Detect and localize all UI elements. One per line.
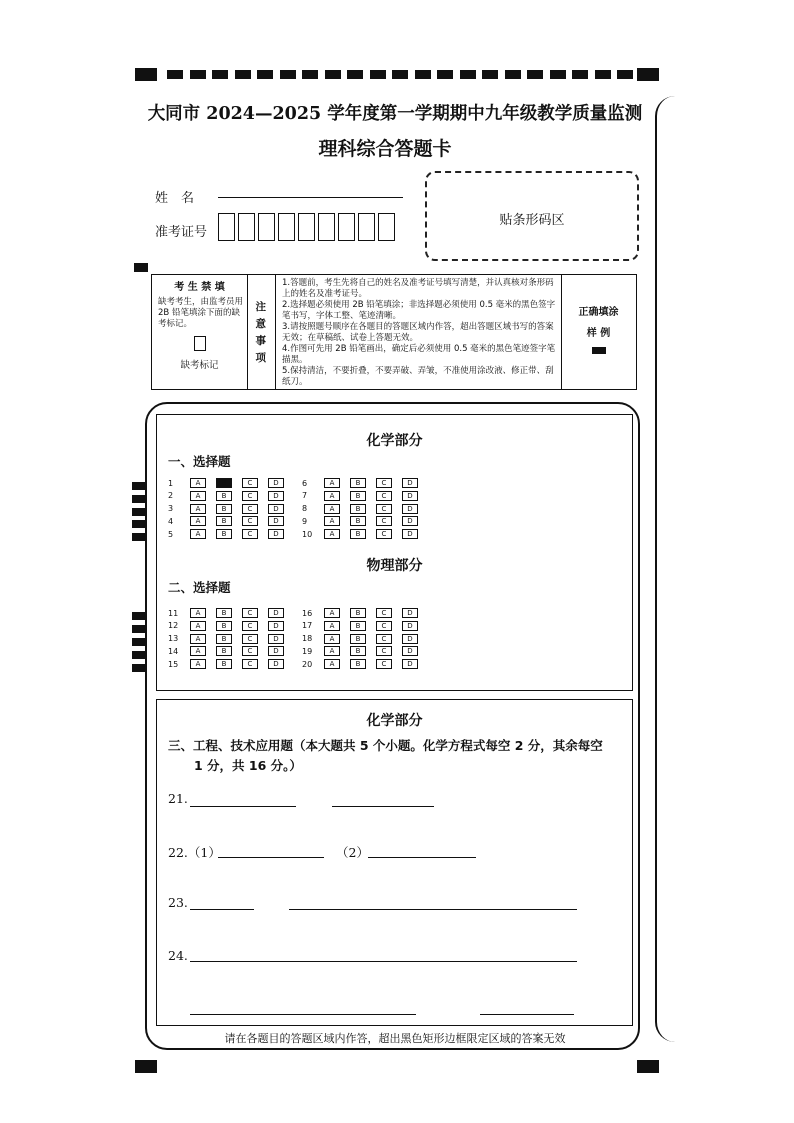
option-bubble-b[interactable]: B bbox=[216, 621, 232, 631]
sample-sub: 样 例 bbox=[586, 328, 611, 339]
option-bubble-c[interactable]: C bbox=[376, 529, 392, 539]
option-bubble-a[interactable]: A bbox=[190, 608, 206, 618]
timing-mark bbox=[302, 70, 318, 79]
side-timing-mark bbox=[132, 520, 147, 528]
option-bubble-a[interactable]: A bbox=[190, 491, 206, 501]
question-number: 11 bbox=[168, 608, 179, 618]
option-bubble-c[interactable]: C bbox=[242, 646, 258, 656]
option-bubble-b[interactable]: B bbox=[216, 516, 232, 526]
timing-mark bbox=[212, 70, 228, 79]
option-bubble-d[interactable]: D bbox=[268, 646, 284, 656]
option-bubble-b[interactable]: B bbox=[216, 608, 232, 618]
notes-cell bbox=[276, 275, 562, 389]
option-bubble-a[interactable]: A bbox=[324, 646, 340, 656]
option-bubble-d[interactable]: D bbox=[268, 634, 284, 644]
notice-table bbox=[151, 274, 637, 390]
option-bubble-a[interactable]: A bbox=[190, 529, 206, 539]
timing-mark bbox=[617, 70, 633, 79]
question-number: 9 bbox=[302, 516, 308, 526]
option-bubble-d[interactable]: D bbox=[402, 529, 418, 539]
timing-mark bbox=[437, 70, 453, 79]
sample-title: 正确填涂 bbox=[578, 307, 619, 318]
id-label: 准考证号 bbox=[155, 225, 208, 240]
option-bubble-a[interactable]: A bbox=[190, 516, 206, 526]
timing-mark bbox=[347, 70, 363, 79]
q24-label: 24. bbox=[168, 948, 188, 963]
q23-label: 23. bbox=[168, 895, 188, 910]
question-number: 4 bbox=[168, 516, 174, 526]
choice-row bbox=[168, 491, 294, 501]
chemistry-title-1: 化学部分 bbox=[366, 433, 423, 449]
option-bubble-c[interactable]: C bbox=[376, 608, 392, 618]
physics-title: 物理部分 bbox=[366, 558, 423, 574]
option-bubble-d[interactable]: D bbox=[402, 659, 418, 669]
option-bubble-a[interactable]: A bbox=[190, 504, 206, 514]
question-number: 12 bbox=[168, 621, 179, 631]
option-bubble-a[interactable]: A bbox=[324, 504, 340, 514]
question-number: 3 bbox=[168, 504, 174, 514]
question-number: 5 bbox=[168, 529, 174, 539]
q22-blank-2[interactable] bbox=[368, 857, 476, 858]
side-timing-mark bbox=[132, 612, 147, 620]
question-number: 10 bbox=[302, 529, 313, 539]
side-timing-mark bbox=[132, 664, 147, 672]
option-bubble-d[interactable]: D bbox=[268, 504, 284, 514]
exam-id-digit-box[interactable] bbox=[258, 213, 275, 241]
side-timing-mark bbox=[132, 651, 147, 659]
option-bubble-b[interactable]: B bbox=[350, 491, 366, 501]
absent-checkbox[interactable] bbox=[194, 336, 206, 351]
section3-head-line2: 1 分，共 16 分。） bbox=[194, 758, 302, 773]
option-bubble-b[interactable]: B bbox=[350, 634, 366, 644]
option-bubble-c[interactable]: C bbox=[376, 504, 392, 514]
choice-row bbox=[302, 646, 428, 656]
timing-mark bbox=[572, 70, 588, 79]
absent-title: 考 生 禁 填 bbox=[174, 282, 225, 293]
option-bubble-d[interactable]: D bbox=[402, 516, 418, 526]
question-number: 2 bbox=[168, 491, 174, 501]
absent-cell bbox=[152, 275, 248, 389]
option-bubble-a[interactable]: A bbox=[190, 478, 206, 488]
q21-label: 21. bbox=[168, 791, 188, 806]
corner-mark-top-right bbox=[637, 68, 659, 81]
q24-blank-2[interactable] bbox=[190, 1014, 416, 1015]
question-number: 18 bbox=[302, 634, 313, 644]
section1-head: 一、选择题 bbox=[168, 454, 231, 469]
note-item: 2.选择题必须使用 2B 铅笔填涂；非选择题必须使用 0.5 毫米的黑色签字笔书写，字体工整、笔迹清晰。 bbox=[282, 300, 556, 321]
side-timing-mark bbox=[132, 482, 147, 490]
timing-mark bbox=[460, 70, 476, 79]
option-bubble-d[interactable]: D bbox=[402, 491, 418, 501]
choice-row bbox=[168, 634, 294, 644]
question-number: 13 bbox=[168, 634, 179, 644]
option-bubble-c[interactable]: C bbox=[376, 478, 392, 488]
q23-blank-2[interactable] bbox=[289, 909, 577, 910]
corner-mark-top-left bbox=[135, 68, 157, 81]
option-bubble-c[interactable]: C bbox=[376, 516, 392, 526]
timing-mark bbox=[482, 70, 498, 79]
timing-mark bbox=[280, 70, 296, 79]
timing-mark bbox=[370, 70, 386, 79]
option-bubble-d[interactable]: D bbox=[268, 621, 284, 631]
option-bubble-d[interactable]: D bbox=[268, 608, 284, 618]
note-item: 1.答题前，考生先将自己的姓名及准考证号填写清楚，并认真核对条形码上的姓名及准考证号。 bbox=[282, 278, 554, 299]
option-bubble-c[interactable]: C bbox=[242, 478, 258, 488]
timing-mark bbox=[235, 70, 251, 79]
sample-cell bbox=[562, 275, 635, 389]
q21-blank-2[interactable] bbox=[332, 806, 434, 807]
question-number: 19 bbox=[302, 646, 313, 656]
question-number: 20 bbox=[302, 659, 313, 669]
note-item: 3.请按照题号顺序在各题目的答题区域内作答，超出答题区域书写的答案无效；在草稿纸、试卷上答题无效。 bbox=[282, 322, 554, 343]
question-number: 15 bbox=[168, 659, 179, 669]
timing-mark bbox=[190, 70, 206, 79]
q21-blank-1[interactable] bbox=[190, 806, 296, 807]
choice-row bbox=[302, 504, 428, 514]
option-bubble-c[interactable]: C bbox=[376, 659, 392, 669]
option-bubble-b[interactable]: B bbox=[350, 659, 366, 669]
notes-title-cell bbox=[248, 275, 276, 389]
note-item: 4.作图可先用 2B 铅笔画出，确定后必须使用 0.5 毫米的黑色笔迹签字笔描黑。 bbox=[282, 344, 556, 365]
question-number: 7 bbox=[302, 491, 308, 501]
option-bubble-a[interactable]: A bbox=[324, 478, 340, 488]
option-bubble-d[interactable]: D bbox=[268, 478, 284, 488]
chemistry-title-2: 化学部分 bbox=[366, 713, 423, 729]
option-bubble-c[interactable]: C bbox=[242, 634, 258, 644]
option-bubble-b[interactable]: B bbox=[216, 504, 232, 514]
option-bubble-a[interactable]: A bbox=[324, 608, 340, 618]
choice-row bbox=[302, 634, 428, 644]
option-bubble-a[interactable]: A bbox=[324, 491, 340, 501]
timing-mark bbox=[325, 70, 341, 79]
exam-id-digit-box[interactable] bbox=[278, 213, 295, 241]
q24-blank-1[interactable] bbox=[190, 961, 577, 962]
choice-row bbox=[302, 608, 428, 618]
question-number: 1 bbox=[168, 478, 174, 488]
option-bubble-b[interactable]: B bbox=[350, 504, 366, 514]
timing-mark bbox=[527, 70, 543, 79]
choice-row bbox=[302, 478, 428, 488]
exam-id-digit-box[interactable] bbox=[218, 213, 235, 241]
absent-text: 缺考考生，由监考员用 2B 铅笔填涂下面的缺考标记。 bbox=[158, 297, 244, 329]
side-timing-mark bbox=[132, 625, 147, 633]
option-bubble-b[interactable]: B bbox=[216, 659, 232, 669]
option-bubble-d[interactable]: D bbox=[268, 529, 284, 539]
option-bubble-d[interactable]: D bbox=[268, 659, 284, 669]
side-timing-mark bbox=[132, 638, 147, 646]
option-bubble-a[interactable]: A bbox=[190, 621, 206, 631]
side-timing-mark bbox=[132, 533, 147, 541]
section2-head: 二、选择题 bbox=[168, 580, 231, 595]
choice-row bbox=[168, 608, 294, 618]
name-field[interactable] bbox=[218, 197, 403, 198]
exam-id-digit-box[interactable] bbox=[298, 213, 315, 241]
option-bubble-b[interactable]: B bbox=[350, 608, 366, 618]
choice-row bbox=[168, 504, 294, 514]
option-bubble-c[interactable]: C bbox=[376, 646, 392, 656]
option-bubble-d[interactable]: D bbox=[402, 478, 418, 488]
choice-row bbox=[168, 646, 294, 656]
side-mark-notice bbox=[134, 263, 148, 272]
timing-mark bbox=[505, 70, 521, 79]
question-number: 17 bbox=[302, 621, 313, 631]
option-bubble-c[interactable]: C bbox=[376, 634, 392, 644]
option-bubble-d[interactable]: D bbox=[268, 491, 284, 501]
option-bubble-a[interactable]: A bbox=[190, 659, 206, 669]
name-label: 姓 名 bbox=[155, 191, 195, 206]
exam-id-digit-box[interactable] bbox=[238, 213, 255, 241]
choice-row bbox=[168, 516, 294, 526]
exam-id-digit-box[interactable] bbox=[318, 213, 335, 241]
option-bubble-a[interactable]: A bbox=[324, 634, 340, 644]
option-bubble-d[interactable]: D bbox=[402, 504, 418, 514]
q22-blank-1[interactable] bbox=[218, 857, 324, 858]
option-bubble-a[interactable]: A bbox=[190, 634, 206, 644]
option-bubble-b[interactable]: B bbox=[350, 516, 366, 526]
side-timing-mark bbox=[132, 495, 147, 503]
choice-row bbox=[302, 621, 428, 631]
binding-edge bbox=[655, 96, 697, 1042]
timing-mark bbox=[167, 70, 183, 79]
option-bubble-c[interactable]: C bbox=[242, 529, 258, 539]
exam-id-digit-box[interactable] bbox=[338, 213, 355, 241]
choice-row bbox=[168, 478, 294, 488]
timing-mark bbox=[550, 70, 566, 79]
footer-note: 请在各题目的答题区域内作答，超出黑色矩形边框限定区域的答案无效 bbox=[224, 1032, 566, 1045]
option-bubble-a[interactable]: A bbox=[324, 621, 340, 631]
section3-head-line1: 三、工程、技术应用题（本大题共 5 个小题。化学方程式每空 2 分，其余每空 bbox=[168, 738, 603, 753]
notes-title: 注意事项 bbox=[255, 301, 266, 364]
exam-id-digit-box[interactable] bbox=[378, 213, 395, 241]
option-bubble-c[interactable]: C bbox=[242, 659, 258, 669]
option-bubble-b[interactable]: B bbox=[216, 646, 232, 656]
choice-row bbox=[168, 659, 294, 669]
option-bubble-b[interactable]: B bbox=[216, 491, 232, 501]
choice-row bbox=[168, 529, 294, 539]
page-subtitle: 理科综合答题卡 bbox=[318, 138, 452, 160]
page-title: 大同市 2024—2025 学年度第一学期期中九年级教学质量监测 bbox=[147, 104, 643, 124]
option-bubble-c[interactable]: C bbox=[242, 491, 258, 501]
timing-mark bbox=[257, 70, 273, 79]
option-bubble-a[interactable]: A bbox=[324, 516, 340, 526]
question-number: 14 bbox=[168, 646, 179, 656]
q22-sub2-label: （2） bbox=[336, 845, 369, 860]
absent-mark-label: 缺考标记 bbox=[180, 360, 219, 371]
option-bubble-c[interactable]: C bbox=[376, 491, 392, 501]
option-bubble-a[interactable]: A bbox=[324, 529, 340, 539]
option-bubble-d[interactable]: D bbox=[402, 646, 418, 656]
timing-mark bbox=[415, 70, 431, 79]
option-bubble-c[interactable]: C bbox=[242, 504, 258, 514]
barcode-area bbox=[425, 171, 639, 261]
sample-filled-mark bbox=[592, 347, 606, 354]
option-bubble-c[interactable]: C bbox=[242, 621, 258, 631]
option-bubble-b[interactable]: B bbox=[216, 529, 232, 539]
exam-id-digit-box[interactable] bbox=[358, 213, 375, 241]
option-bubble-b[interactable]: B bbox=[350, 621, 366, 631]
option-bubble-b[interactable]: B bbox=[350, 646, 366, 656]
side-timing-mark bbox=[132, 508, 147, 516]
timing-mark bbox=[595, 70, 611, 79]
choice-row bbox=[168, 621, 294, 631]
note-item: 5.保持清洁，不要折叠，不要弄破、弄皱，不准使用涂改液、修正带、刮纸刀。 bbox=[282, 366, 554, 387]
q23-blank-1[interactable] bbox=[190, 909, 254, 910]
option-bubble-c[interactable]: C bbox=[242, 516, 258, 526]
option-bubble-c[interactable]: C bbox=[376, 621, 392, 631]
option-bubble-d[interactable]: D bbox=[402, 608, 418, 618]
question-number: 8 bbox=[302, 504, 308, 514]
timing-mark bbox=[392, 70, 408, 79]
choice-row bbox=[302, 529, 428, 539]
q24-blank-3[interactable] bbox=[480, 1014, 574, 1015]
choice-row bbox=[302, 491, 428, 501]
option-bubble-d[interactable]: D bbox=[402, 621, 418, 631]
option-bubble-b[interactable]: B bbox=[350, 478, 366, 488]
option-bubble-d[interactable]: D bbox=[402, 634, 418, 644]
option-bubble-d[interactable]: D bbox=[268, 516, 284, 526]
corner-mark-bottom-left bbox=[135, 1060, 157, 1073]
choice-row bbox=[302, 659, 428, 669]
question-number: 16 bbox=[302, 608, 313, 618]
barcode-label: 贴条形码区 bbox=[499, 213, 565, 228]
choice-row bbox=[302, 516, 428, 526]
corner-mark-bottom-right bbox=[637, 1060, 659, 1073]
option-bubble-c[interactable]: C bbox=[242, 608, 258, 618]
option-bubble-b[interactable]: B bbox=[216, 634, 232, 644]
q22-label: 22.（1） bbox=[168, 845, 221, 860]
option-bubble-a[interactable]: A bbox=[324, 659, 340, 669]
question-number: 6 bbox=[302, 478, 308, 488]
option-bubble-b[interactable]: B bbox=[216, 478, 232, 488]
option-bubble-a[interactable]: A bbox=[190, 646, 206, 656]
option-bubble-b[interactable]: B bbox=[350, 529, 366, 539]
